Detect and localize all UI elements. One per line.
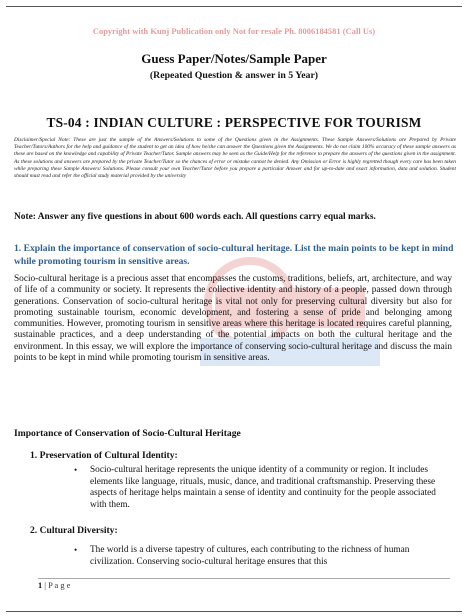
page-border-top xyxy=(6,6,462,7)
bullet-icon: • xyxy=(74,545,78,555)
question-heading: 1. Explain the importance of conservation of socio-cultural heritage. List the main points to be kept in mind while promoting tourism in sensitive areas. xyxy=(14,243,454,267)
page-footer xyxy=(38,581,70,590)
answer-introduction: Socio-cultural heritage is a precious asset that encompasses the customs, traditions, beliefs, art, architecture, and way of life of a community or society. It represents the collective identity and history of a people, passed down through generations. Conservation of socio-cultural heritage is vital not only for preserving cultural diversity but also for promoting sustainable tourism, economic development, and fostering a sense of pride and belonging among communities. However, promoting tourism in sensitive areas where this heritage is located requires careful planning, sustainable practices, and a deep understanding of the potential impacts on both the cultural heritage and the environment. In this essay, we will explore the importance of conserving socio-cultural heritage and discuss the main points to be kept in mind while promoting tourism in sensitive areas. xyxy=(14,274,452,364)
point-heading-1: 1. Preservation of Cultural Identity: xyxy=(30,450,178,461)
point-bullet-1: Socio-cultural heritage represents the unique identity of a community or region. It includes elements like language, rituals, music, dance, and traditional craftsmanship. Preserving these aspects of heritage helps maintain a sense of identity and continuity for the people associated with them. xyxy=(90,465,436,510)
instructions-note: Note: Answer any five questions in about 600 words each. All questions carry equal marks. xyxy=(14,212,376,222)
course-title: TS-04 : INDIAN CULTURE : PERSPECTIVE FOR TOURISM xyxy=(46,115,422,130)
section-heading: Importance of Conservation of Socio-Cultural Heritage xyxy=(14,428,241,439)
page-label: P a g e xyxy=(48,581,71,590)
page-number: 1 xyxy=(38,581,43,590)
copyright-banner: Copyright with Kunj Publication only Not for resale Ph. 8006184581 (Call Us) xyxy=(92,27,376,36)
bullet-icon: • xyxy=(74,465,78,475)
page-separator: | xyxy=(44,581,49,590)
point-heading-2: 2. Cultural Diversity: xyxy=(30,525,118,536)
point-bullet-2: The world is a diverse tapestry of cultures, each contributing to the richness of human civilization. Conserving socio-cultural heritage ensures that this xyxy=(90,545,410,567)
header-subtitle: (Repeated Question & answer in 5 Year) xyxy=(149,70,319,81)
disclaimer-text: Disclaimer/Special Note: These are just the sample of the Answers/Solutions to some of the Questions given in the Assignments. These Sample Answers/Solutions are Prepared by Private Teacher/Tutors/Authors for the help and guidance of the student to get an idea of how he/she can answer the Questions given the Assignments. We do not claim 100% accuracy of these sample answers as these are based on the knowledge and capability of Private Teacher/Tutor. Sample answers may be seen as the Guide/Help for the reference to prepare the answers of the questions given in the assignment. As these solutions and answers are prepared by the private Teacher/Tutor so the chances of error or mistake cannot be denied. Any Omission or Error is highly regretted though every care has been taken while preparing these Sample Answers/ Solutions. Please consult your own Teacher/Tutor before you prepare a particular Answer and for up-to-date and exact information, data and solution. Student should must read and refer the official study material provided by the university xyxy=(14,137,456,180)
footer-rule xyxy=(38,578,450,579)
header-title: Guess Paper/Notes/Sample Paper xyxy=(141,51,327,66)
page-border-bottom xyxy=(6,611,462,612)
